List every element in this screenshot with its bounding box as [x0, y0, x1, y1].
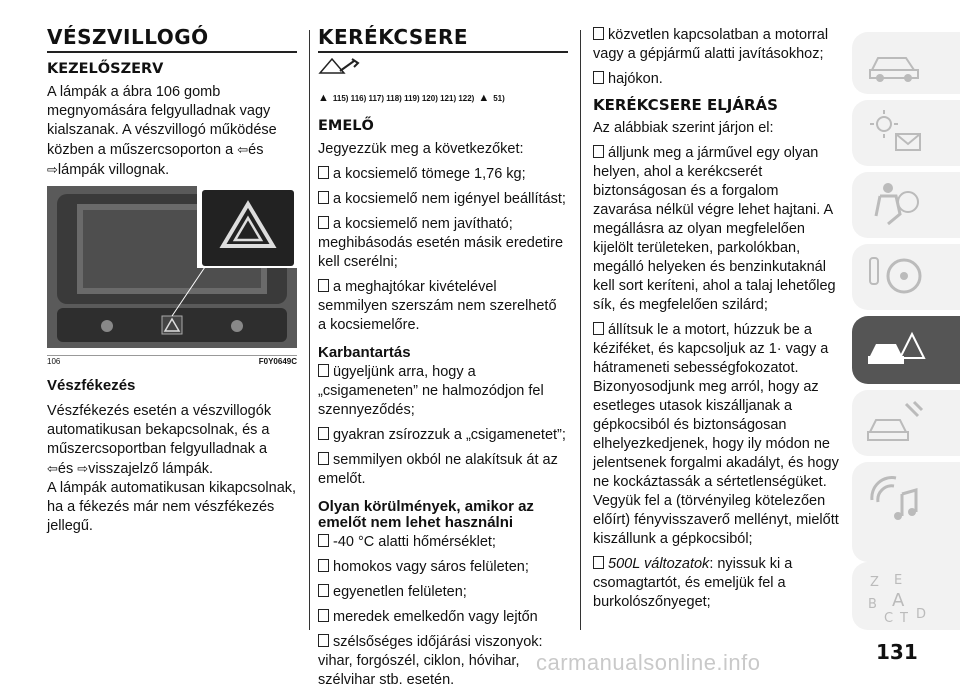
bullet-box-icon — [318, 534, 329, 547]
list-item: álljunk meg a járművel egy olyan helyen, ahol a kerékcserét biztonságosan és a forgalom zavarása nélkül végre lehet hajtani. A megállásra az olyan megfelelően kijelölt területeken, parkolókban, megálló helyeken és benzinkutaknál kell sort keríteni, ahol a talaj lehetőleg sík, és megfelelően szilárd; — [593, 145, 836, 313]
seat-airbag-icon — [866, 180, 926, 228]
tab-seat-airbag[interactable] — [852, 172, 960, 238]
breakdown-icon — [866, 324, 926, 372]
list-item: állítsuk le a motort, húzzuk be a kéziféket, és kapcsoljuk az 1· vagy a hátrameneti sebességfokozatot. Bizonyosodjunk meg arról, hogy az esetleges utasok kiszálljanak a gépkocsiból és biztonságosan elhelyezkedjenek, hogy ily módon ne jelentsenek forgalmi akadályt, és hogy ne kockáztassák a sértetlenségüket. Vegyük fel a (törvényileg kötelezően előírt) fényvisszaverő mellényt, mielőtt kiszállunk a gépkocsiból; — [593, 322, 839, 547]
bullet-box-icon — [318, 452, 329, 465]
bullet-box-icon — [318, 191, 329, 204]
bullet-box-icon — [318, 559, 329, 572]
bullet-box-icon — [593, 556, 604, 569]
tab-car-info[interactable] — [852, 32, 960, 94]
bullet-box-icon — [593, 322, 604, 335]
paragraph: A lámpák automatikusan kikapcsolnak, ha a fékezés már nem vészfékezés jellegű. — [47, 480, 297, 534]
list-item: gyakran zsírozzuk a „csigamenetet”; — [318, 426, 568, 445]
tab-index[interactable] — [852, 562, 960, 630]
subsection-title: KERÉKCSERE ELJÁRÁS — [593, 96, 778, 114]
figure-caption — [47, 355, 297, 366]
key-steering-icon — [866, 252, 926, 300]
list-item: a kocsiemelő nem igényel beállítást; — [318, 190, 568, 209]
subsection-title: Vészfékezés — [47, 377, 136, 394]
page-number: 131 — [876, 640, 918, 664]
list-item: hajókon. — [593, 70, 841, 89]
bullet-box-icon — [318, 364, 329, 377]
figure-106 — [47, 186, 297, 366]
attention-triangle-icon: ▲ — [478, 92, 490, 104]
car-info-icon — [866, 40, 926, 84]
paragraph: Jegyezzük meg a következőket: — [318, 141, 524, 157]
turn-right-indicator-icon: ⇨ — [77, 461, 89, 476]
bullet-box-icon — [318, 166, 329, 179]
bullet-box-icon — [318, 279, 329, 292]
tab-key-steering[interactable] — [852, 244, 960, 310]
list-item: közvetlen kapcsolatban a motorral vagy a gépjármű alatti javításokhoz; — [593, 27, 829, 62]
tab-warning-lights[interactable] — [852, 100, 960, 166]
section-title: KERÉKCSERE — [318, 26, 568, 53]
svg-text:T: T — [900, 611, 908, 624]
list-item: a kocsiemelő nem javítható; meghibásodás esetén másik eredetire kell cserélni; — [318, 216, 564, 270]
list-item: a kocsiemelő tömege 1,76 kg; — [318, 165, 568, 184]
svg-text:C: C — [884, 611, 894, 624]
bullet-box-icon — [318, 427, 329, 440]
list-item: egyenetlen felületen; — [318, 583, 568, 602]
list-item: ügyeljünk arra, hogy a „csigameneten” ne halmozódjon fel szennyeződés; — [318, 364, 544, 418]
column-2 — [318, 26, 568, 696]
paragraph: Az alábbiak szerint járjon el: — [593, 120, 774, 136]
column-divider-2 — [580, 30, 581, 630]
turn-right-indicator-icon: ⇨ — [47, 162, 58, 177]
warning-lights-icon — [866, 108, 926, 156]
section-title: VÉSZVILLOGÓ — [47, 26, 297, 53]
warning-wrench-icon — [318, 57, 568, 82]
tab-maintenance[interactable] — [852, 390, 960, 456]
svg-text:Z: Z — [870, 575, 879, 590]
svg-text:E: E — [894, 573, 903, 588]
turn-left-indicator-icon: ⇦ — [47, 461, 58, 476]
column-3 — [593, 26, 841, 618]
bullet-box-icon — [318, 634, 329, 647]
figure-code: F0Y0649C — [258, 357, 297, 366]
paragraph: Vészfékezés esetén a vészvillogók automatikusan bekapcsolnak, és a műszercsoportban felgyulladnak a ⇦és ⇨visszajelző lámpák. — [47, 403, 272, 477]
bullet-box-icon — [593, 71, 604, 84]
subsection-title: Olyan körülmények, amikor az emelőt nem lehet használni — [318, 498, 534, 531]
list-item: -40 °C alatti hőmérséklet; — [318, 533, 568, 552]
bullet-box-icon — [318, 584, 329, 597]
watermark: carmanualsonline.info — [536, 650, 761, 675]
list-item: semmilyen okból ne alakítsuk át az emelőt. — [318, 452, 558, 487]
paragraph: A lámpák a ábra 106 gomb megnyomására felgyulladnak vagy kialszanak. A vészvillogó működése közben a műszercsoporton a ⇦és ⇨lámpák villognak. — [47, 84, 277, 178]
column-divider-1 — [309, 30, 310, 630]
bullet-box-icon — [318, 609, 329, 622]
svg-text:A: A — [892, 590, 905, 611]
index-icon — [866, 570, 936, 624]
bullet-box-icon — [593, 27, 604, 40]
list-item: a meghajtókar kivételével semmilyen szerszám nem szerelhető a kocsiemelőre. — [318, 279, 557, 333]
turn-left-indicator-icon: ⇦ — [237, 142, 249, 157]
multimedia-icon — [866, 470, 926, 526]
svg-text:B: B — [868, 597, 877, 612]
subsection-title: Karbantartás — [318, 344, 411, 361]
tab-multimedia[interactable] — [852, 462, 960, 562]
hazard-button-illustration — [47, 186, 297, 348]
subsection-title: EMELŐ — [318, 118, 374, 134]
list-item: meredek emelkedőn vagy lejtőn — [318, 608, 568, 627]
column-1 — [47, 26, 297, 542]
bullet-box-icon — [593, 145, 604, 158]
tab-breakdown[interactable] — [852, 316, 960, 384]
warning-triangle-icon: ▲ — [318, 92, 329, 104]
list-item: 500L változatok: nyissuk ki a csomagtartót, és emeljük fel a burkolószőnyeget; — [593, 556, 793, 610]
maintenance-icon — [866, 398, 926, 446]
reference-notes: ▲ 115) 116) 117) 118) 119) 120) 121) 122) ▲ 51) — [318, 92, 505, 104]
list-item: homokos vagy sáros felületen; — [318, 558, 568, 577]
svg-text:D: D — [916, 607, 927, 622]
figure-number: 106 — [47, 357, 61, 366]
bullet-box-icon — [318, 216, 329, 229]
list-item: szélsőséges időjárási viszonyok: vihar, forgószél, ciklon, hóvihar, szélvihar stb. esetén. — [318, 634, 543, 688]
subsection-title: KEZELŐSZERV — [47, 61, 164, 77]
